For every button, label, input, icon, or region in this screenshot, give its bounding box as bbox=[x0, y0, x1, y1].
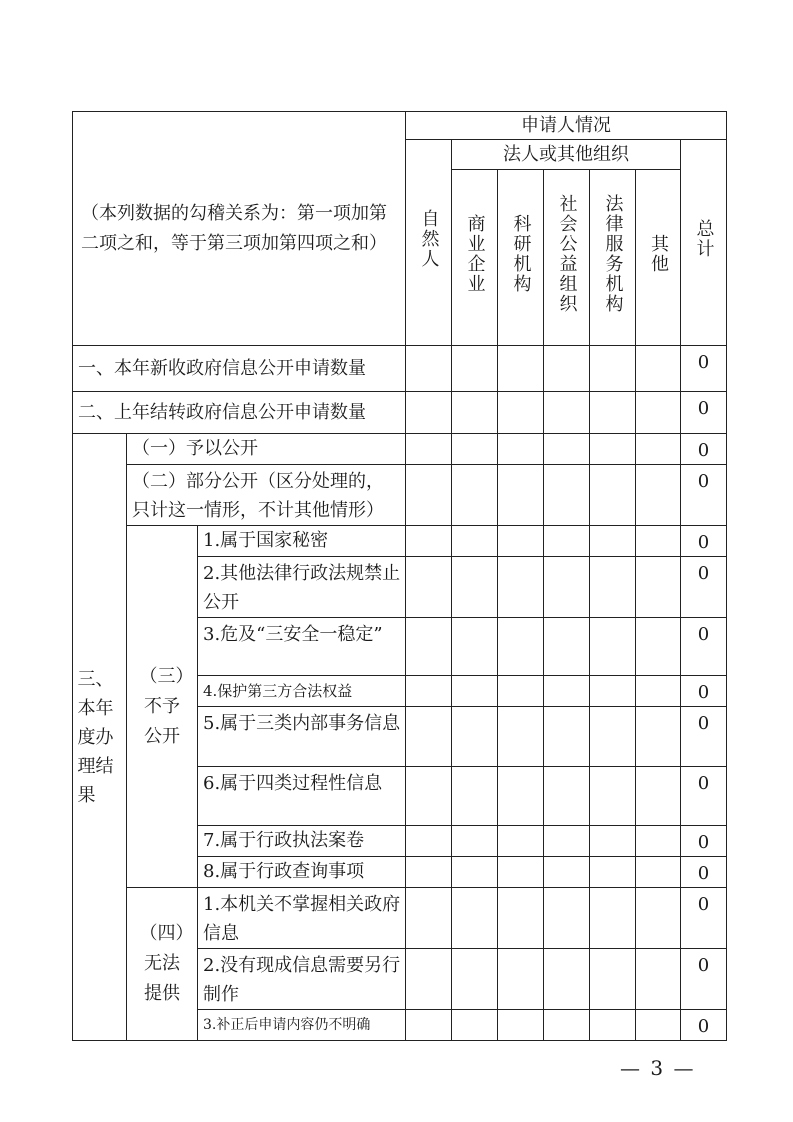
total-cell: 0 bbox=[681, 526, 727, 557]
total-cell: 0 bbox=[681, 465, 727, 526]
not-disclosed-item: 3.危及“三安全一稳定” bbox=[198, 618, 406, 676]
section-3-label: 三、本年度办理结果 bbox=[73, 434, 127, 1041]
not-disclosed-item: 8.属于行政查询事项 bbox=[198, 857, 406, 888]
total-cell: 0 bbox=[681, 434, 727, 465]
natural-person-header: 自然人 bbox=[406, 140, 452, 346]
total-cell: 0 bbox=[681, 888, 727, 949]
total-cell: 0 bbox=[681, 392, 727, 434]
row-carried-over: 二、上年结转政府信息公开申请数量 bbox=[73, 392, 406, 434]
legal-or-other-header: 法人或其他组织 bbox=[452, 140, 681, 170]
total-header: 总计 bbox=[681, 140, 727, 346]
not-disclosed-item: 2.其他法律行政法规禁止公开 bbox=[198, 557, 406, 618]
relation-note: （本列数据的勾稽关系为：第一项加第二项之和，等于第三项加第四项之和） bbox=[73, 112, 406, 346]
total-cell: 0 bbox=[681, 346, 727, 392]
unable-item: 1.本机关不掌握相关政府信息 bbox=[198, 888, 406, 949]
unable-item: 2.没有现成信息需要另行制作 bbox=[198, 949, 406, 1010]
not-disclosed-label: （三）不予公开 bbox=[127, 526, 198, 888]
research-institution-header: 科研机构 bbox=[498, 170, 544, 346]
legal-service-org-header: 法律服务机构 bbox=[590, 170, 636, 346]
total-cell: 0 bbox=[681, 826, 727, 857]
not-disclosed-item: 1.属于国家秘密 bbox=[198, 526, 406, 557]
total-cell: 0 bbox=[681, 767, 727, 826]
not-disclosed-item: 7.属于行政执法案卷 bbox=[198, 826, 406, 857]
commercial-enterprise-header: 商业企业 bbox=[452, 170, 498, 346]
total-cell: 0 bbox=[681, 676, 727, 707]
total-cell: 0 bbox=[681, 707, 727, 767]
unable-to-provide-label: （四）无法提供 bbox=[127, 888, 198, 1041]
applicant-situation-header: 申请人情况 bbox=[406, 112, 727, 140]
statistics-table bbox=[72, 111, 727, 1041]
social-welfare-org-header: 社会公益组织 bbox=[544, 170, 590, 346]
not-disclosed-item: 4.保护第三方合法权益 bbox=[198, 676, 406, 707]
total-cell: 0 bbox=[681, 557, 727, 618]
not-disclosed-item: 5.属于三类内部事务信息 bbox=[198, 707, 406, 767]
row-disclosed: （一）予以公开 bbox=[127, 434, 406, 465]
row-partially-disclosed: （二）部分公开（区分处理的，只计这一情形，不计其他情形） bbox=[127, 465, 406, 526]
other-header: 其他 bbox=[636, 170, 681, 346]
row-new-applications: 一、本年新收政府信息公开申请数量 bbox=[73, 346, 406, 392]
total-cell: 0 bbox=[681, 1010, 727, 1041]
page-number: — 3 — bbox=[620, 1056, 696, 1080]
total-cell: 0 bbox=[681, 857, 727, 888]
total-cell: 0 bbox=[681, 949, 727, 1010]
total-cell: 0 bbox=[681, 618, 727, 676]
not-disclosed-item: 6.属于四类过程性信息 bbox=[198, 767, 406, 826]
unable-item: 3.补正后申请内容仍不明确 bbox=[198, 1010, 406, 1041]
